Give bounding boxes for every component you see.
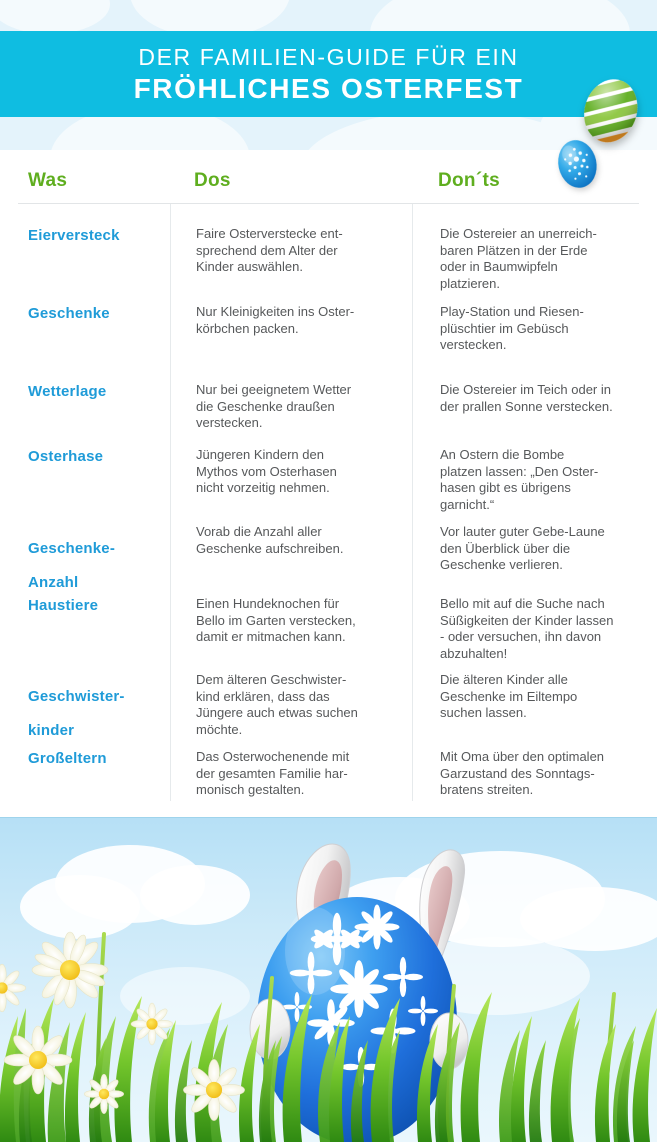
scene-top-border [0, 817, 657, 818]
column-divider-2 [412, 204, 413, 801]
row-label: Geschwister- kinder [28, 688, 125, 739]
row-dont-text: Vor lauter guter Gebe-Laune den Überblick über die Geschenke verlieren. [440, 524, 605, 572]
row-label: Wetterlage [28, 383, 107, 400]
row-do-text: Dem älteren Geschwister- kind erklären, dass das Jüngere auch etwas suchen möchte. [196, 672, 358, 737]
row-dont-text: Bello mit auf die Suche nach Süßigkeiten der Kinder lassen - oder versuchen, ihn davon abzuhalten! [440, 596, 614, 661]
row-do-text: Jüngeren Kindern den Mythos vom Osterhasen nicht vorzeitig nehmen. [196, 447, 337, 495]
page-title-line-2: FRÖHLICHES OSTERFEST [133, 73, 524, 104]
column-divider-1 [170, 204, 171, 801]
column-header-what: Was [28, 170, 68, 191]
row-label: Großeltern [28, 750, 107, 767]
row-do-text: Nur bei geeignetem Wetter die Geschenke draußen verstecken. [196, 382, 352, 430]
table-body [0, 204, 657, 816]
row-do-text: Faire Osterverstecke ent- sprechend dem Alter der Kinder auswählen. [196, 226, 343, 274]
row-dont-text: Mit Oma über den optimalen Garzustand des Sonntags- bratens streiten. [440, 749, 605, 797]
row-label: Haustiere [28, 597, 99, 614]
row-label: Osterhase [28, 448, 104, 465]
row-dont-text: Play-Station und Riesen- plüschtier im Gebüsch verstecken. [440, 304, 584, 352]
page-title [0, 31, 657, 117]
row-do-text: Einen Hundeknochen für Bello im Garten verstecken, damit er mitmachen kann. [196, 596, 356, 644]
row-dont-text: Die älteren Kinder alle Geschenke im Eiltempo suchen lassen. [440, 672, 578, 720]
page-title-line-1: DER FAMILIEN-GUIDE FÜR EIN [138, 44, 519, 70]
guide-table-panel [0, 150, 657, 817]
row-label: Geschenke [28, 305, 110, 322]
row-dont-text: Die Ostereier an unerreich- baren Plätzen in der Erde oder in Baumwipfeln platzieren. [440, 226, 597, 291]
column-header-dos: Dos [194, 170, 231, 191]
row-do-text: Das Osterwochenende mit der gesamten Familie har- monisch gestalten. [196, 749, 350, 797]
row-label: Geschenke- Anzahl [28, 540, 116, 591]
row-label: Eierversteck [28, 227, 120, 244]
row-dont-text: Die Ostereier im Teich oder in der prallen Sonne verstecken. [440, 382, 613, 414]
daisy-flower-icon [0, 912, 657, 1142]
cloud-icon [0, 0, 110, 34]
row-do-text: Nur Kleinigkeiten ins Oster- körbchen packen. [196, 304, 355, 336]
row-dont-text: An Ostern die Bombe platzen lassen: „Den Oster- hasen gibt es übrigens garnicht.“ [440, 447, 599, 512]
row-do-text: Vorab die Anzahl aller Geschenke aufschreiben. [196, 524, 344, 556]
bottom-spring-scene [0, 817, 657, 1142]
column-header-donts: Don´ts [438, 170, 500, 191]
